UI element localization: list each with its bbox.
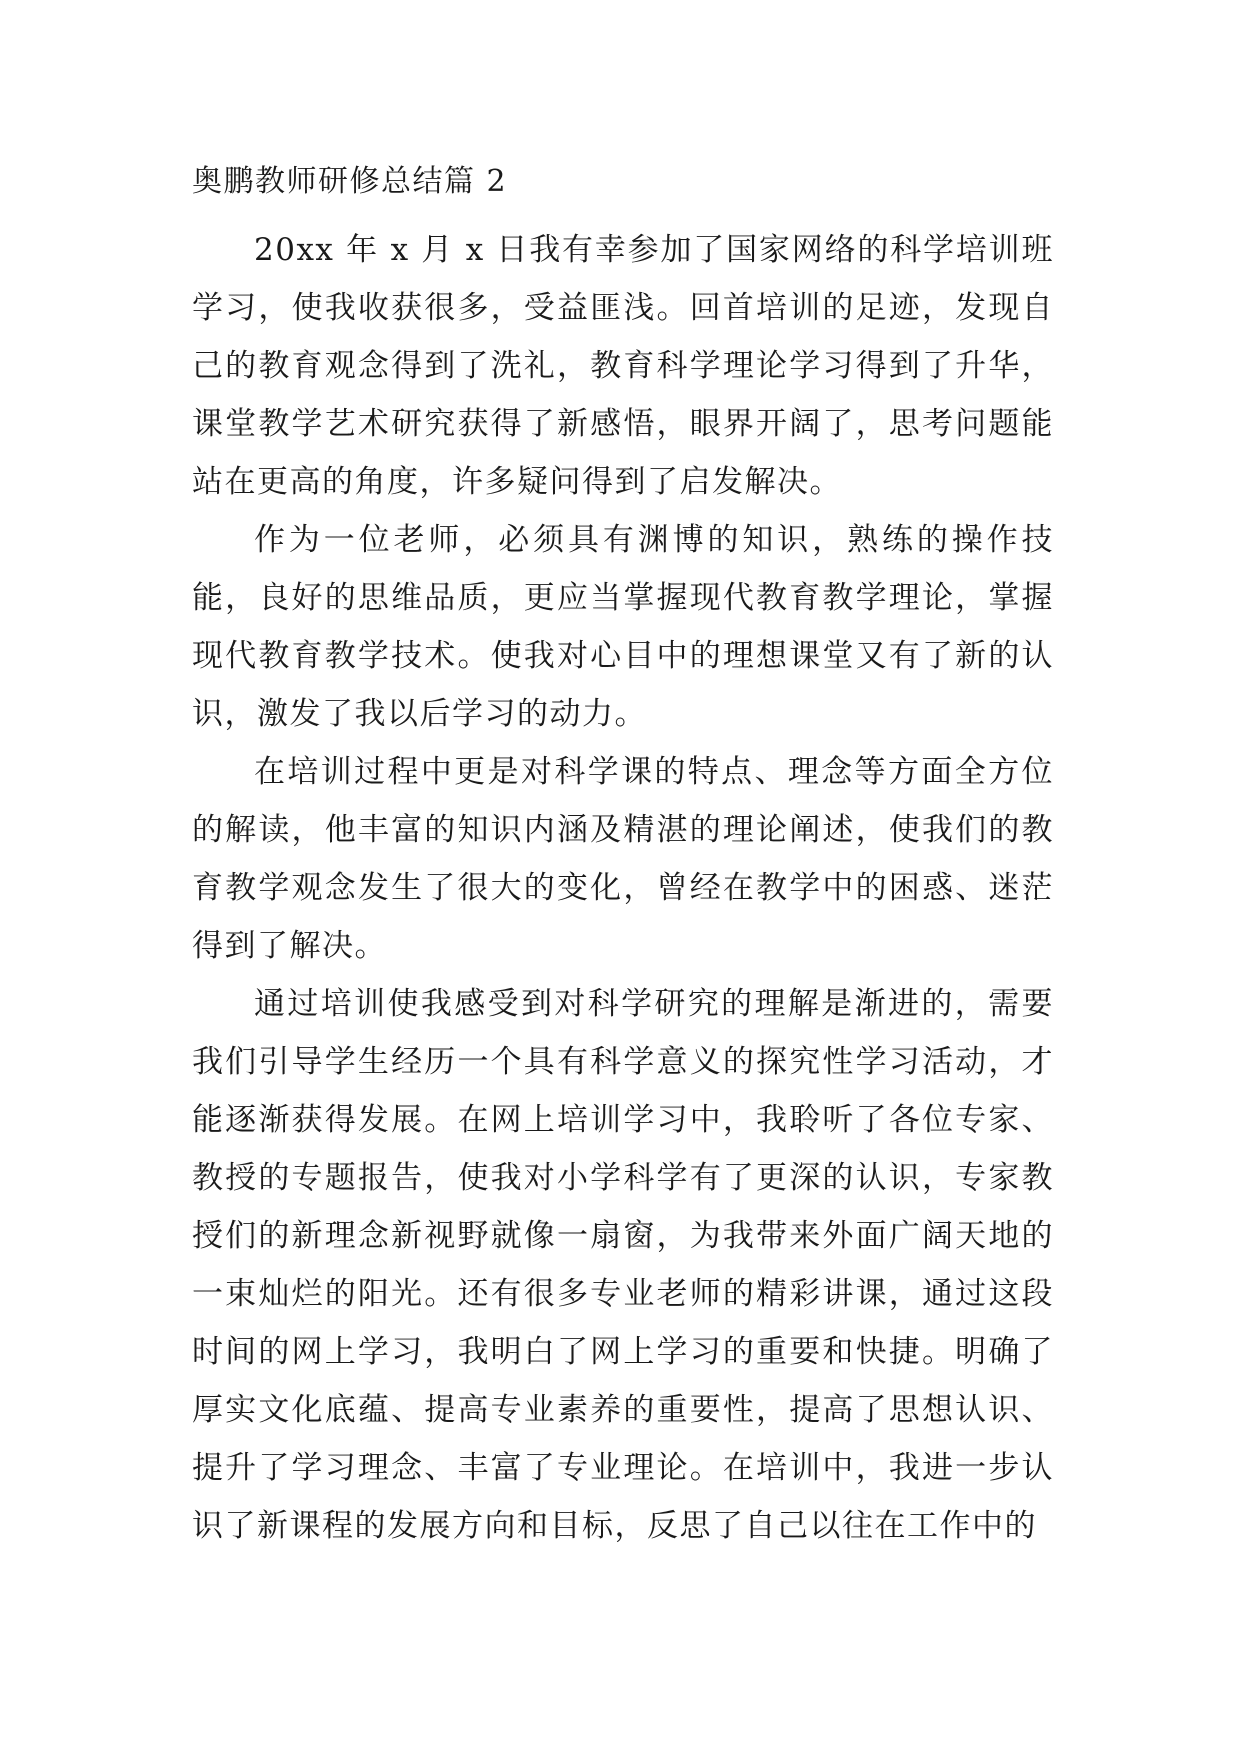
paragraph-3: 在培训过程中更是对科学课的特点、理念等方面全方位的解读，他丰富的知识内涵及精湛的理论阐述，使我们的教育教学观念发生了很大的变化，曾经在教学中的困惑、迷茫得到了解决。 xyxy=(192,754,1054,964)
paragraph-4: 通过培训使我感受到对科学研究的理解是渐进的，需要我们引导学生经历一个具有科学意义的探究性学习活动，才能逐渐获得发展。在网上培训学习中，我聆听了各位专家、教授的专题报告，使我对小学科学有了更深的认识，专家教授们的新理念新视野就像一扇窗，为我带来外面广阔天地的一束灿烂的阳光。还有很多专业老师的精彩讲课，通过这段时间的网上学习，我明白了网上学习的重要和快捷。明确了厚实文化底蕴、提高专业素养的重要性，提高了思想认识、提升了学习理念、丰富了专业理论。在培训中，我进一步认识了新课程的发展方向和目标，反思了自己以往在工作中的 xyxy=(192,986,1054,1544)
document-title: 奥鹏教师研修总结篇 2 xyxy=(192,164,508,199)
document-body xyxy=(192,221,1054,1555)
paragraph-1: 20xx 年 x 月 x 日我有幸参加了国家网络的科学培训班学习，使我收获很多，受益匪浅。回首培训的足迹，发现自己的教育观念得到了洗礼，教育科学理论学习得到了升华，课堂教学艺术研究获得了新感悟，眼界开阔了，思考问题能站在更高的角度，许多疑问得到了启发解决。 xyxy=(192,232,1054,500)
paragraph-2: 作为一位老师，必须具有渊博的知识，熟练的操作技能，良好的思维品质，更应当掌握现代教育教学理论，掌握现代教育教学技术。使我对心目中的理想课堂又有了新的认识，激发了我以后学习的动力。 xyxy=(192,522,1054,732)
